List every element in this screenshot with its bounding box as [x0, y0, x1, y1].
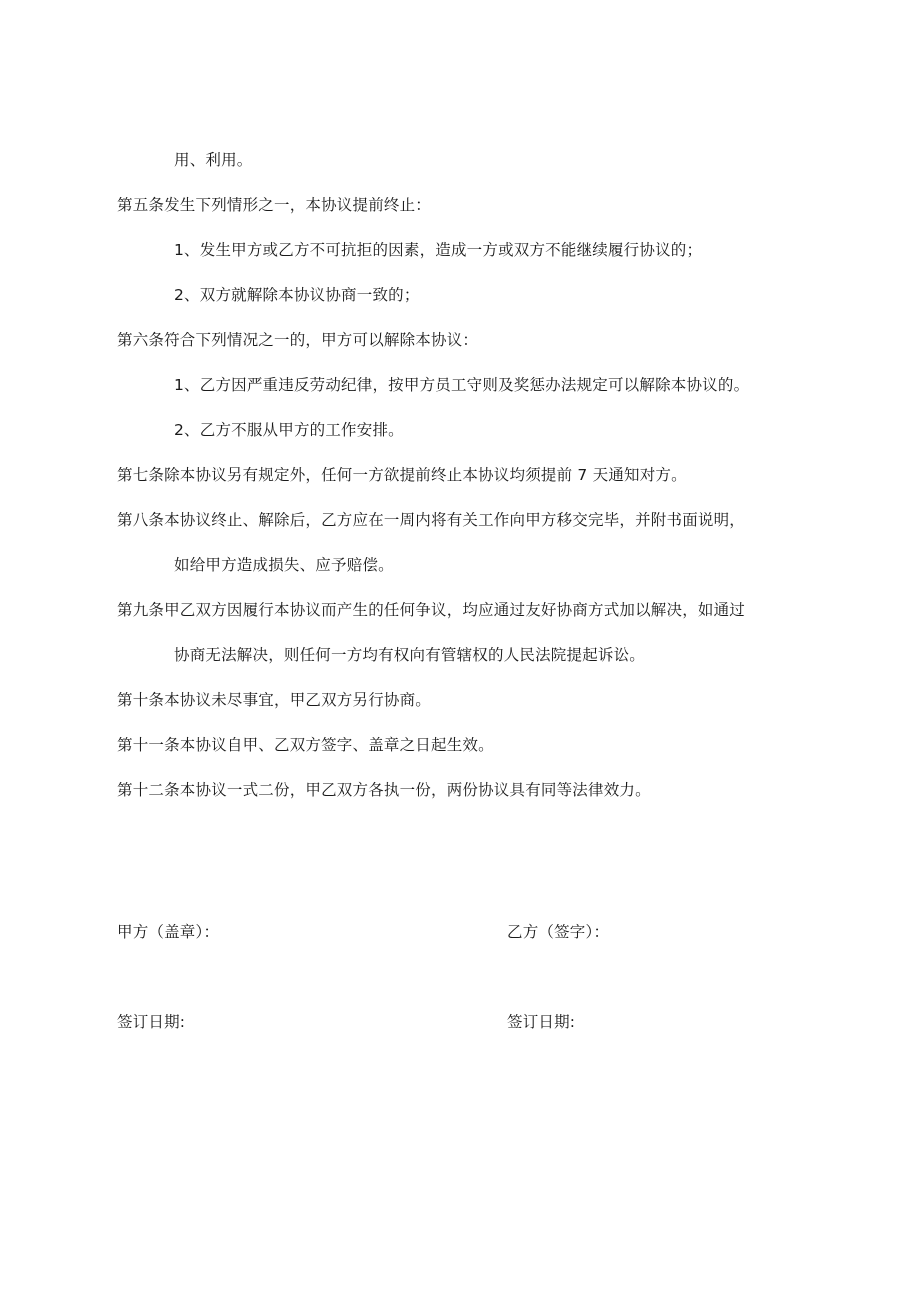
- article-8: 第八条本协议终止、解除后，乙方应在一周内将有关工作向甲方移交完毕，并附书面说明，: [117, 511, 746, 529]
- article-5-item-2: 2、双方就解除本协议协商一致的；: [174, 286, 420, 304]
- party-a-date-label: 签订日期:: [117, 1013, 186, 1031]
- party-b-date-label: 签订日期:: [507, 1013, 576, 1031]
- article-6-heading: 第六条符合下列情况之一的，甲方可以解除本协议：: [117, 331, 479, 349]
- article-10: 第十条本协议未尽事宜，甲乙双方另行协商。: [117, 691, 432, 709]
- party-b-signature-label: 乙方（签字）：: [507, 923, 610, 941]
- article-12: 第十二条本协议一式二份，甲乙双方各执一份，两份协议具有同等法律效力。: [117, 781, 651, 799]
- article-8-continuation: 如给甲方造成损失、应予赔偿。: [174, 556, 394, 574]
- article-9: 第九条甲乙双方因履行本协议而产生的任何争议，均应通过友好协商方式加以解决，如通过: [117, 601, 746, 619]
- article-7: 第七条除本协议另有规定外，任何一方欲提前终止本协议均须提前 7 天通知对方。: [117, 466, 687, 484]
- article-11: 第十一条本协议自甲、乙双方签字、盖章之日起生效。: [117, 736, 494, 754]
- party-a-seal-label: 甲方（盖章）：: [117, 923, 220, 941]
- article-6-item-2: 2、乙方不服从甲方的工作安排。: [174, 421, 404, 439]
- article-5-heading: 第五条发生下列情形之一，本协议提前终止：: [117, 196, 432, 214]
- article-9-continuation: 协商无法解决，则任何一方均有权向有管辖权的人民法院提起诉讼。: [174, 646, 646, 664]
- article-5-item-1: 1、发生甲方或乙方不可抗拒的因素，造成一方或双方不能继续履行协议的；: [174, 241, 703, 259]
- article-6-item-1: 1、乙方因严重违反劳动纪律，按甲方员工守则及奖惩办法规定可以解除本协议的。: [174, 376, 750, 394]
- text-line-continuation: 用、利用。: [174, 151, 253, 169]
